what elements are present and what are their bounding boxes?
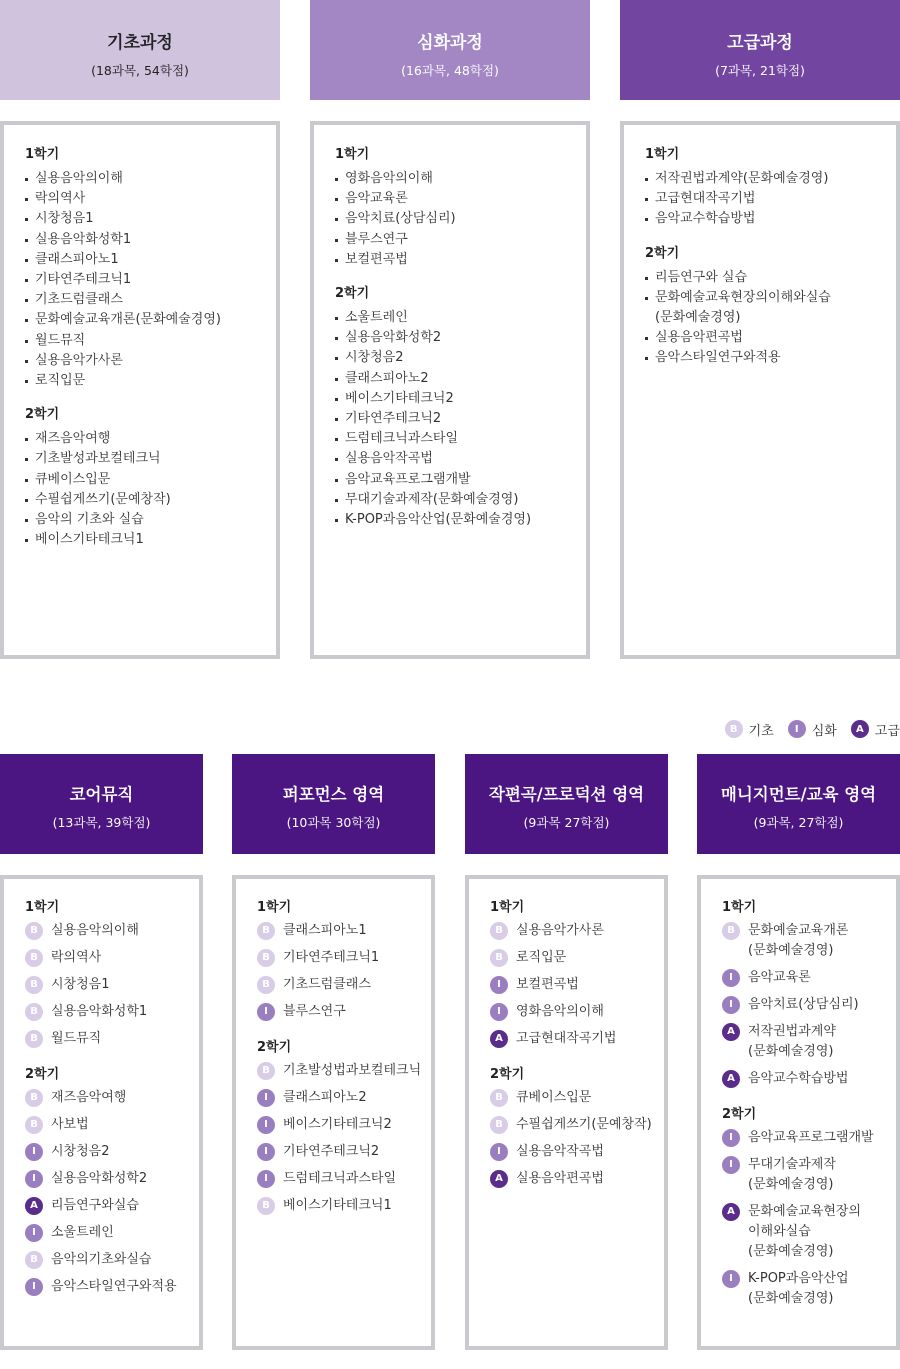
course-name: 시창청음1: [51, 977, 110, 992]
semester-label: 1학기: [257, 900, 292, 915]
area-header-management: [697, 754, 900, 854]
area-title: 코어뮤직: [69, 785, 134, 804]
level-subtitle: (16과목, 48학점): [401, 63, 499, 78]
course-item: [722, 968, 892, 988]
badge-intermediate-icon: I: [722, 996, 740, 1014]
course-name: 문화예술교육개론 (문화예술경영): [748, 923, 849, 958]
course-name: 소울트레인: [51, 1225, 114, 1240]
badge-intermediate-icon: I: [722, 1156, 740, 1174]
course-item: 실용음악가사론: [25, 351, 270, 371]
level-header-advanced: [620, 0, 900, 100]
area-box-production: [465, 875, 668, 1350]
level-header-intermediate: [310, 0, 590, 100]
course-item: [490, 948, 660, 968]
area-course-list: [25, 899, 195, 1304]
course-item: 음악교육프로그램개발: [335, 470, 580, 490]
badge-basic-icon: B: [490, 922, 508, 940]
badge-intermediate-icon: I: [25, 1224, 43, 1242]
course-item: 음악치료(상담심리): [335, 209, 580, 229]
course-item: 수필쉽게쓰기(문예창작): [25, 490, 270, 510]
semester-label: 1학기: [25, 147, 60, 162]
course-item: [257, 1061, 427, 1081]
badge-basic-icon: B: [25, 1116, 43, 1134]
course-item: [257, 1002, 427, 1022]
area-course-list: [257, 899, 427, 1223]
area-title: 퍼포먼스 영역: [282, 785, 385, 804]
semester-label: 1학기: [25, 900, 60, 915]
course-item: [490, 1002, 660, 1022]
badge-basic-icon: B: [257, 1197, 275, 1215]
badge-basic-icon: B: [25, 1030, 43, 1048]
semester-label: 2학기: [722, 1107, 757, 1122]
semester-label: 2학기: [25, 1067, 60, 1082]
course-name: 실용음악가사론: [516, 923, 604, 938]
course-item: 음악교수학습방법: [645, 209, 890, 229]
course-name: 음악의기초와실습: [51, 1252, 152, 1267]
course-name: 베이스기타테크닉2: [283, 1117, 392, 1132]
course-item: 로직입문: [25, 371, 270, 391]
course-name: 기초발성법과보컬테크닉: [283, 1063, 422, 1078]
badge-intermediate-icon: I: [722, 969, 740, 987]
legend-item-intermediate: [788, 720, 837, 739]
course-name: 음악교육프로그램개발: [748, 1130, 874, 1145]
course-item: [490, 1115, 660, 1135]
area-course-list: [722, 899, 892, 1316]
badge-intermediate-icon: I: [257, 1003, 275, 1021]
course-item: [490, 1029, 660, 1049]
course-item: [257, 1115, 427, 1135]
course-item: [25, 1223, 195, 1243]
course-item: 실용음악작곡법: [335, 449, 580, 469]
course-item: [490, 975, 660, 995]
course-item: 무대기술과제작(문화예술경영): [335, 490, 580, 510]
area-header-production: [465, 754, 668, 854]
course-item: [25, 1002, 195, 1022]
course-name: 클래스피아노1: [283, 923, 367, 938]
course-item: 저작권법과계약(문화예술경영): [645, 169, 890, 189]
area-subtitle: (9과목 27학점): [523, 815, 610, 830]
badge-basic-icon: B: [257, 949, 275, 967]
course-item: [25, 1169, 195, 1189]
course-item: [25, 975, 195, 995]
course-item: [722, 1022, 892, 1062]
badge-basic-icon: B: [25, 1003, 43, 1021]
semester-label: 1학기: [645, 147, 680, 162]
area-box-core-music: [0, 875, 203, 1350]
course-item: [257, 1088, 427, 1108]
badge-advanced-icon: A: [490, 1170, 508, 1188]
course-name: 기타연주테크닉1: [283, 950, 380, 965]
course-name: 리듬연구와실습: [51, 1198, 139, 1213]
legend-label: 고급: [874, 723, 900, 739]
legend: [711, 719, 900, 739]
course-item: 베이스기타테크닉1: [25, 530, 270, 550]
course-name: 시창청음2: [51, 1144, 110, 1159]
legend-item-basic: [725, 720, 774, 739]
course-name: 음악교육론: [748, 970, 811, 985]
area-box-management: [697, 875, 900, 1350]
course-list: [335, 169, 580, 270]
badge-advanced-icon: A: [722, 1203, 740, 1221]
course-list: [490, 1088, 660, 1189]
course-item: [722, 995, 892, 1015]
course-item: [722, 1128, 892, 1148]
level-title: 고급과정: [727, 33, 793, 53]
badge-basic-icon: B: [722, 922, 740, 940]
badge-advanced-icon: A: [25, 1197, 43, 1215]
course-name: 실용음악편곡법: [516, 1171, 604, 1186]
course-item: [490, 921, 660, 941]
course-item: [25, 1088, 195, 1108]
level-header-basic: [0, 0, 280, 100]
course-list: [25, 1088, 195, 1297]
semester-label: 2학기: [25, 407, 60, 423]
legend-label: 기초: [748, 723, 774, 739]
course-item: 실용음악편곡법: [645, 328, 890, 348]
course-name: 실용음악의이해: [51, 923, 139, 938]
semester-label: 2학기: [257, 1040, 292, 1055]
course-name: 문화예술교육현장의 이해와실습 (문화예술경영): [748, 1204, 862, 1259]
course-item: [490, 1169, 660, 1189]
course-name: 기초드럼클래스: [283, 977, 371, 992]
badge-intermediate-icon: I: [788, 720, 806, 738]
course-list: [257, 1061, 427, 1216]
level-subtitle: (18과목, 54학점): [91, 63, 189, 78]
badge-intermediate-icon: I: [490, 1003, 508, 1021]
badge-advanced-icon: A: [851, 720, 869, 738]
course-item: 실용음악화성학1: [25, 230, 270, 250]
course-item: 기초발성과보컬테크닉: [25, 449, 270, 469]
course-name: 영화음악의이해: [516, 1004, 604, 1019]
course-name: 베이스기타테크닉1: [283, 1198, 392, 1213]
course-item: 보컬편곡법: [335, 250, 580, 270]
badge-intermediate-icon: I: [25, 1278, 43, 1296]
level-box-basic: [0, 121, 280, 659]
course-name: 실용음악화성학2: [51, 1171, 148, 1186]
area-subtitle: (13과목, 39학점): [52, 815, 151, 830]
course-item: [25, 921, 195, 941]
course-item: [257, 975, 427, 995]
course-item: 소울트레인: [335, 308, 580, 328]
course-list: [490, 921, 660, 1049]
badge-intermediate-icon: I: [490, 976, 508, 994]
badge-advanced-icon: A: [722, 1023, 740, 1041]
course-item: [722, 1069, 892, 1089]
course-name: 재즈음악여행: [51, 1090, 127, 1105]
course-name: 음악치료(상담심리): [748, 997, 859, 1012]
badge-intermediate-icon: I: [722, 1270, 740, 1288]
area-header-core-music: [0, 754, 203, 854]
course-item: 재즈음악여행: [25, 429, 270, 449]
course-name: 실용음악화성학1: [51, 1004, 148, 1019]
course-item: 음악스타일연구와적용: [645, 348, 890, 368]
course-name: 음악교수학습방법: [748, 1071, 849, 1086]
semester-label: 2학기: [490, 1067, 525, 1082]
course-item: 문화예술교육현장의이해와실습 (문화예술경영): [645, 288, 890, 328]
course-item: 베이스기타테크닉2: [335, 389, 580, 409]
course-list: [722, 1128, 892, 1309]
course-name: 드럼테크닉과스타일: [283, 1171, 397, 1186]
course-item: [490, 1142, 660, 1162]
badge-basic-icon: B: [25, 976, 43, 994]
course-item: [25, 1115, 195, 1135]
badge-basic-icon: B: [257, 1062, 275, 1080]
course-item: 시창청음2: [335, 348, 580, 368]
course-item: 기타연주테크닉1: [25, 270, 270, 290]
semester-label: 1학기: [490, 900, 525, 915]
course-item: 음악의 기초와 실습: [25, 510, 270, 530]
course-item: 락의역사: [25, 189, 270, 209]
course-item: [257, 948, 427, 968]
badge-intermediate-icon: I: [25, 1170, 43, 1188]
course-name: 무대기술과제작 (문화예술경영): [748, 1157, 836, 1192]
level-subtitle: (7과목, 21학점): [715, 63, 805, 78]
course-item: [257, 1196, 427, 1216]
badge-basic-icon: B: [490, 949, 508, 967]
badge-advanced-icon: A: [490, 1030, 508, 1048]
course-name: 수필쉽게쓰기(문예창작): [516, 1117, 652, 1132]
course-item: 기타연주테크닉2: [335, 409, 580, 429]
course-name: 저작권법과계약 (문화예술경영): [748, 1024, 836, 1059]
area-course-list: [490, 899, 660, 1196]
course-item: [722, 1202, 892, 1262]
semester-label: 1학기: [722, 900, 757, 915]
course-item: K-POP과음악산업(문화예술경영): [335, 510, 580, 530]
course-item: 음악교육론: [335, 189, 580, 209]
course-list: [645, 268, 890, 369]
course-item: [25, 1029, 195, 1049]
course-item: 기초드럼클래스: [25, 290, 270, 310]
level-box-advanced: [620, 121, 900, 659]
course-list: [257, 921, 427, 1022]
course-list: [722, 921, 892, 1089]
badge-intermediate-icon: I: [490, 1143, 508, 1161]
course-item: [25, 1277, 195, 1297]
area-header-performance: [232, 754, 435, 854]
course-list: [645, 169, 890, 230]
course-name: 음악스타일연구와적용: [51, 1279, 177, 1294]
course-name: 블루스연구: [283, 1004, 346, 1019]
course-item: [25, 1196, 195, 1216]
course-item: 클래스피아노1: [25, 250, 270, 270]
course-name: 사보법: [51, 1117, 89, 1132]
badge-advanced-icon: A: [722, 1070, 740, 1088]
badge-basic-icon: B: [25, 922, 43, 940]
course-item: 리듬연구와 실습: [645, 268, 890, 288]
course-item: 영화음악의이해: [335, 169, 580, 189]
semester-label: 2학기: [335, 286, 370, 302]
course-name: 고급현대작곡기법: [516, 1031, 617, 1046]
course-name: 클래스피아노2: [283, 1090, 367, 1105]
course-list: [335, 308, 580, 530]
course-name: K-POP과음악산업 (문화예술경영): [748, 1271, 849, 1306]
course-name: 실용음악작곡법: [516, 1144, 604, 1159]
level-title: 심화과정: [417, 33, 483, 53]
course-item: [257, 921, 427, 941]
course-item: [490, 1088, 660, 1108]
course-item: [257, 1142, 427, 1162]
course-item: [25, 1250, 195, 1270]
course-item: [25, 1142, 195, 1162]
course-item: 문화예술교육개론(문화예술경영): [25, 310, 270, 330]
course-list: [25, 429, 270, 550]
area-box-performance: [232, 875, 435, 1350]
course-name: 보컬편곡법: [516, 977, 579, 992]
course-list: [25, 169, 270, 391]
area-subtitle: (10과목 30학점): [286, 815, 381, 830]
course-item: 클래스피아노2: [335, 369, 580, 389]
semester-label: 2학기: [645, 245, 680, 261]
badge-basic-icon: B: [725, 720, 743, 738]
course-name: 락의역사: [51, 950, 102, 965]
badge-intermediate-icon: I: [257, 1089, 275, 1107]
course-item: 시창청음1: [25, 209, 270, 229]
course-item: [25, 948, 195, 968]
level-course-list: [25, 145, 270, 550]
badge-intermediate-icon: I: [25, 1143, 43, 1161]
level-course-list: [645, 145, 890, 369]
badge-intermediate-icon: I: [257, 1116, 275, 1134]
course-item: 고급현대작곡기법: [645, 189, 890, 209]
area-title: 매니지먼트/교육 영역: [720, 785, 877, 804]
course-item: [257, 1169, 427, 1189]
course-item: 실용음악의이해: [25, 169, 270, 189]
badge-basic-icon: B: [257, 922, 275, 940]
course-item: 실용음악화성학2: [335, 328, 580, 348]
badge-intermediate-icon: I: [257, 1170, 275, 1188]
course-item: 월드뮤직: [25, 331, 270, 351]
legend-item-advanced: [851, 720, 900, 739]
course-list: [25, 921, 195, 1049]
badge-intermediate-icon: I: [722, 1129, 740, 1147]
level-box-intermediate: [310, 121, 590, 659]
course-name: 월드뮤직: [51, 1031, 102, 1046]
badge-intermediate-icon: I: [257, 1143, 275, 1161]
level-title: 기초과정: [107, 33, 173, 53]
badge-basic-icon: B: [25, 949, 43, 967]
course-name: 큐베이스입문: [516, 1090, 592, 1105]
course-item: [722, 1269, 892, 1309]
course-name: 기타연주테크닉2: [283, 1144, 380, 1159]
course-item: 큐베이스입문: [25, 470, 270, 490]
badge-basic-icon: B: [25, 1251, 43, 1269]
course-item: [722, 921, 892, 961]
course-item: 드럼테크닉과스타일: [335, 429, 580, 449]
course-name: 로직입문: [516, 950, 567, 965]
course-item: 블루스연구: [335, 230, 580, 250]
semester-label: 1학기: [335, 147, 370, 162]
course-item: [722, 1155, 892, 1195]
legend-label: 심화: [811, 723, 837, 739]
area-title: 작편곡/프로덕션 영역: [488, 785, 645, 804]
badge-basic-icon: B: [490, 1116, 508, 1134]
badge-basic-icon: B: [25, 1089, 43, 1107]
area-subtitle: (9과목, 27학점): [753, 815, 844, 830]
badge-basic-icon: B: [490, 1089, 508, 1107]
badge-basic-icon: B: [257, 976, 275, 994]
level-course-list: [335, 145, 580, 530]
